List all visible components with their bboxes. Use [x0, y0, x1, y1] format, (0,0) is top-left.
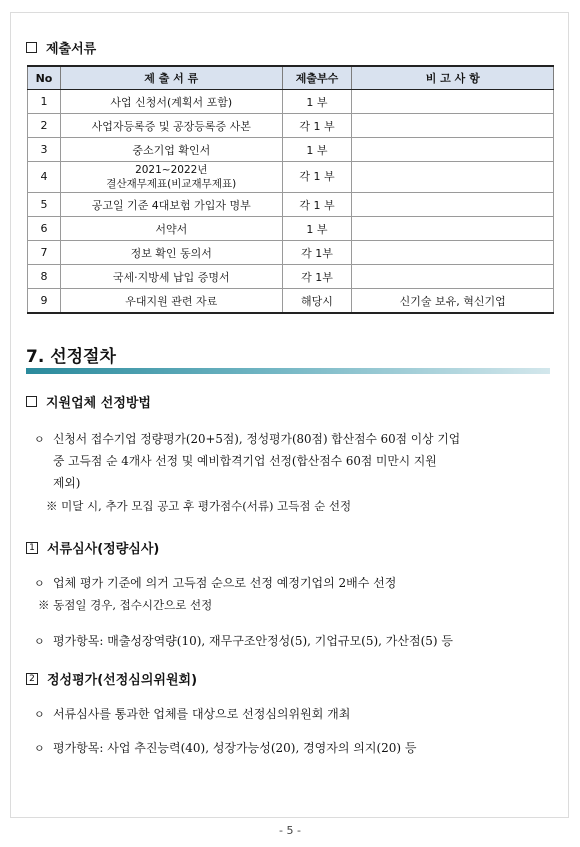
col-header-copies: 제출부수 [282, 66, 352, 90]
bullet-icon: ㅇ [34, 708, 45, 721]
row-number: 8 [28, 265, 61, 289]
copies: 1 부 [282, 90, 352, 114]
bullet-icon: ㅇ [34, 433, 45, 446]
table-header-row [28, 66, 554, 90]
bullet-icon: ㅇ [34, 635, 45, 648]
copies: 각 1 부 [282, 162, 352, 193]
table-row [28, 217, 554, 241]
checkbox-square-icon [26, 42, 37, 53]
row-number: 5 [28, 193, 61, 217]
remarks: 신기술 보유, 혁신기업 [352, 289, 554, 314]
copies: 각 1부 [282, 265, 352, 289]
step1-item-1: 업체 평가 기준에 의거 고득점 순으로 선정 예정기업의 2배수 선정 [53, 576, 397, 590]
remarks [352, 138, 554, 162]
checkbox-square-icon [26, 396, 37, 407]
copies: 1 부 [282, 217, 352, 241]
col-header-document: 제 출 서 류 [60, 66, 282, 90]
bullet-icon: ㅇ [34, 577, 45, 590]
table-row [28, 162, 554, 193]
step1-note: ※ 동점일 경우, 접수시간으로 선정 [38, 598, 213, 612]
method-heading: 지원업체 선정방법 [26, 392, 151, 411]
document-name: 우대지원 관련 자료 [60, 289, 282, 314]
row-number: 2 [28, 114, 61, 138]
chapter-divider [26, 368, 550, 374]
table-row [28, 289, 554, 314]
table-row [28, 90, 554, 114]
chapter-title: 7. 선정절차 [26, 347, 116, 367]
bullet-icon: ㅇ [34, 742, 45, 755]
method-line-2: 중 고득점 순 4개사 선정 및 예비합격기업 선정(합산점수 60점 미만시 지원 [53, 454, 437, 468]
row-number: 6 [28, 217, 61, 241]
table-row [28, 114, 554, 138]
document-name: 국세·지방세 납입 증명서 [60, 265, 282, 289]
method-line-3: 제외) [53, 476, 81, 490]
row-number: 3 [28, 138, 61, 162]
document-name: 2021~2022년 결산재무제표(비교재무제표) [60, 162, 282, 193]
page-number: - 5 - [279, 824, 301, 837]
row-number: 1 [28, 90, 61, 114]
copies: 각 1 부 [282, 193, 352, 217]
document-name: 중소기업 확인서 [60, 138, 282, 162]
table-row [28, 265, 554, 289]
step1-heading: 1 서류심사(정량심사) [26, 538, 159, 557]
step-number-box: 1 [26, 542, 38, 554]
step1-item-2: 평가항목: 매출성장역량(10), 재무구조안정성(5), 기업규모(5), 가산점(5) 등 [53, 634, 453, 648]
copies: 1 부 [282, 138, 352, 162]
documents-table [27, 65, 554, 314]
method-note: ※ 미달 시, 추가 모집 공고 후 평가점수(서류) 고득점 순 선정 [46, 499, 352, 513]
step2-heading: 2 정성평가(선정심의위원회) [26, 669, 197, 688]
copies: 해당시 [282, 289, 352, 314]
document-name: 서약서 [60, 217, 282, 241]
step2-item-2: 평가항목: 사업 추진능력(40), 성장가능성(20), 경영자의 의지(20) 등 [53, 741, 417, 755]
copies: 각 1부 [282, 241, 352, 265]
document-name: 정보 확인 동의서 [60, 241, 282, 265]
document-name: 사업 신청서(계획서 포함) [60, 90, 282, 114]
method-line-1: 신청서 접수기업 정량평가(20+5점), 정성평가(80점) 합산점수 60점 이상 기업 [53, 432, 461, 446]
table-row [28, 193, 554, 217]
col-header-no: No [28, 66, 61, 90]
table-row [28, 241, 554, 265]
col-header-remarks: 비 고 사 항 [352, 66, 554, 90]
row-number: 7 [28, 241, 61, 265]
remarks [352, 162, 554, 193]
row-number: 9 [28, 289, 61, 314]
remarks [352, 265, 554, 289]
remarks [352, 193, 554, 217]
remarks [352, 114, 554, 138]
remarks [352, 241, 554, 265]
remarks [352, 217, 554, 241]
document-name: 사업자등록증 및 공장등록증 사본 [60, 114, 282, 138]
copies: 각 1 부 [282, 114, 352, 138]
step-number-box: 2 [26, 673, 38, 685]
submission-heading: 제출서류 [26, 38, 96, 57]
document-name: 공고일 기준 4대보험 가입자 명부 [60, 193, 282, 217]
step2-item-1: 서류심사를 통과한 업체를 대상으로 선정심의위원회 개최 [53, 707, 351, 721]
row-number: 4 [28, 162, 61, 193]
remarks [352, 90, 554, 114]
table-row [28, 138, 554, 162]
